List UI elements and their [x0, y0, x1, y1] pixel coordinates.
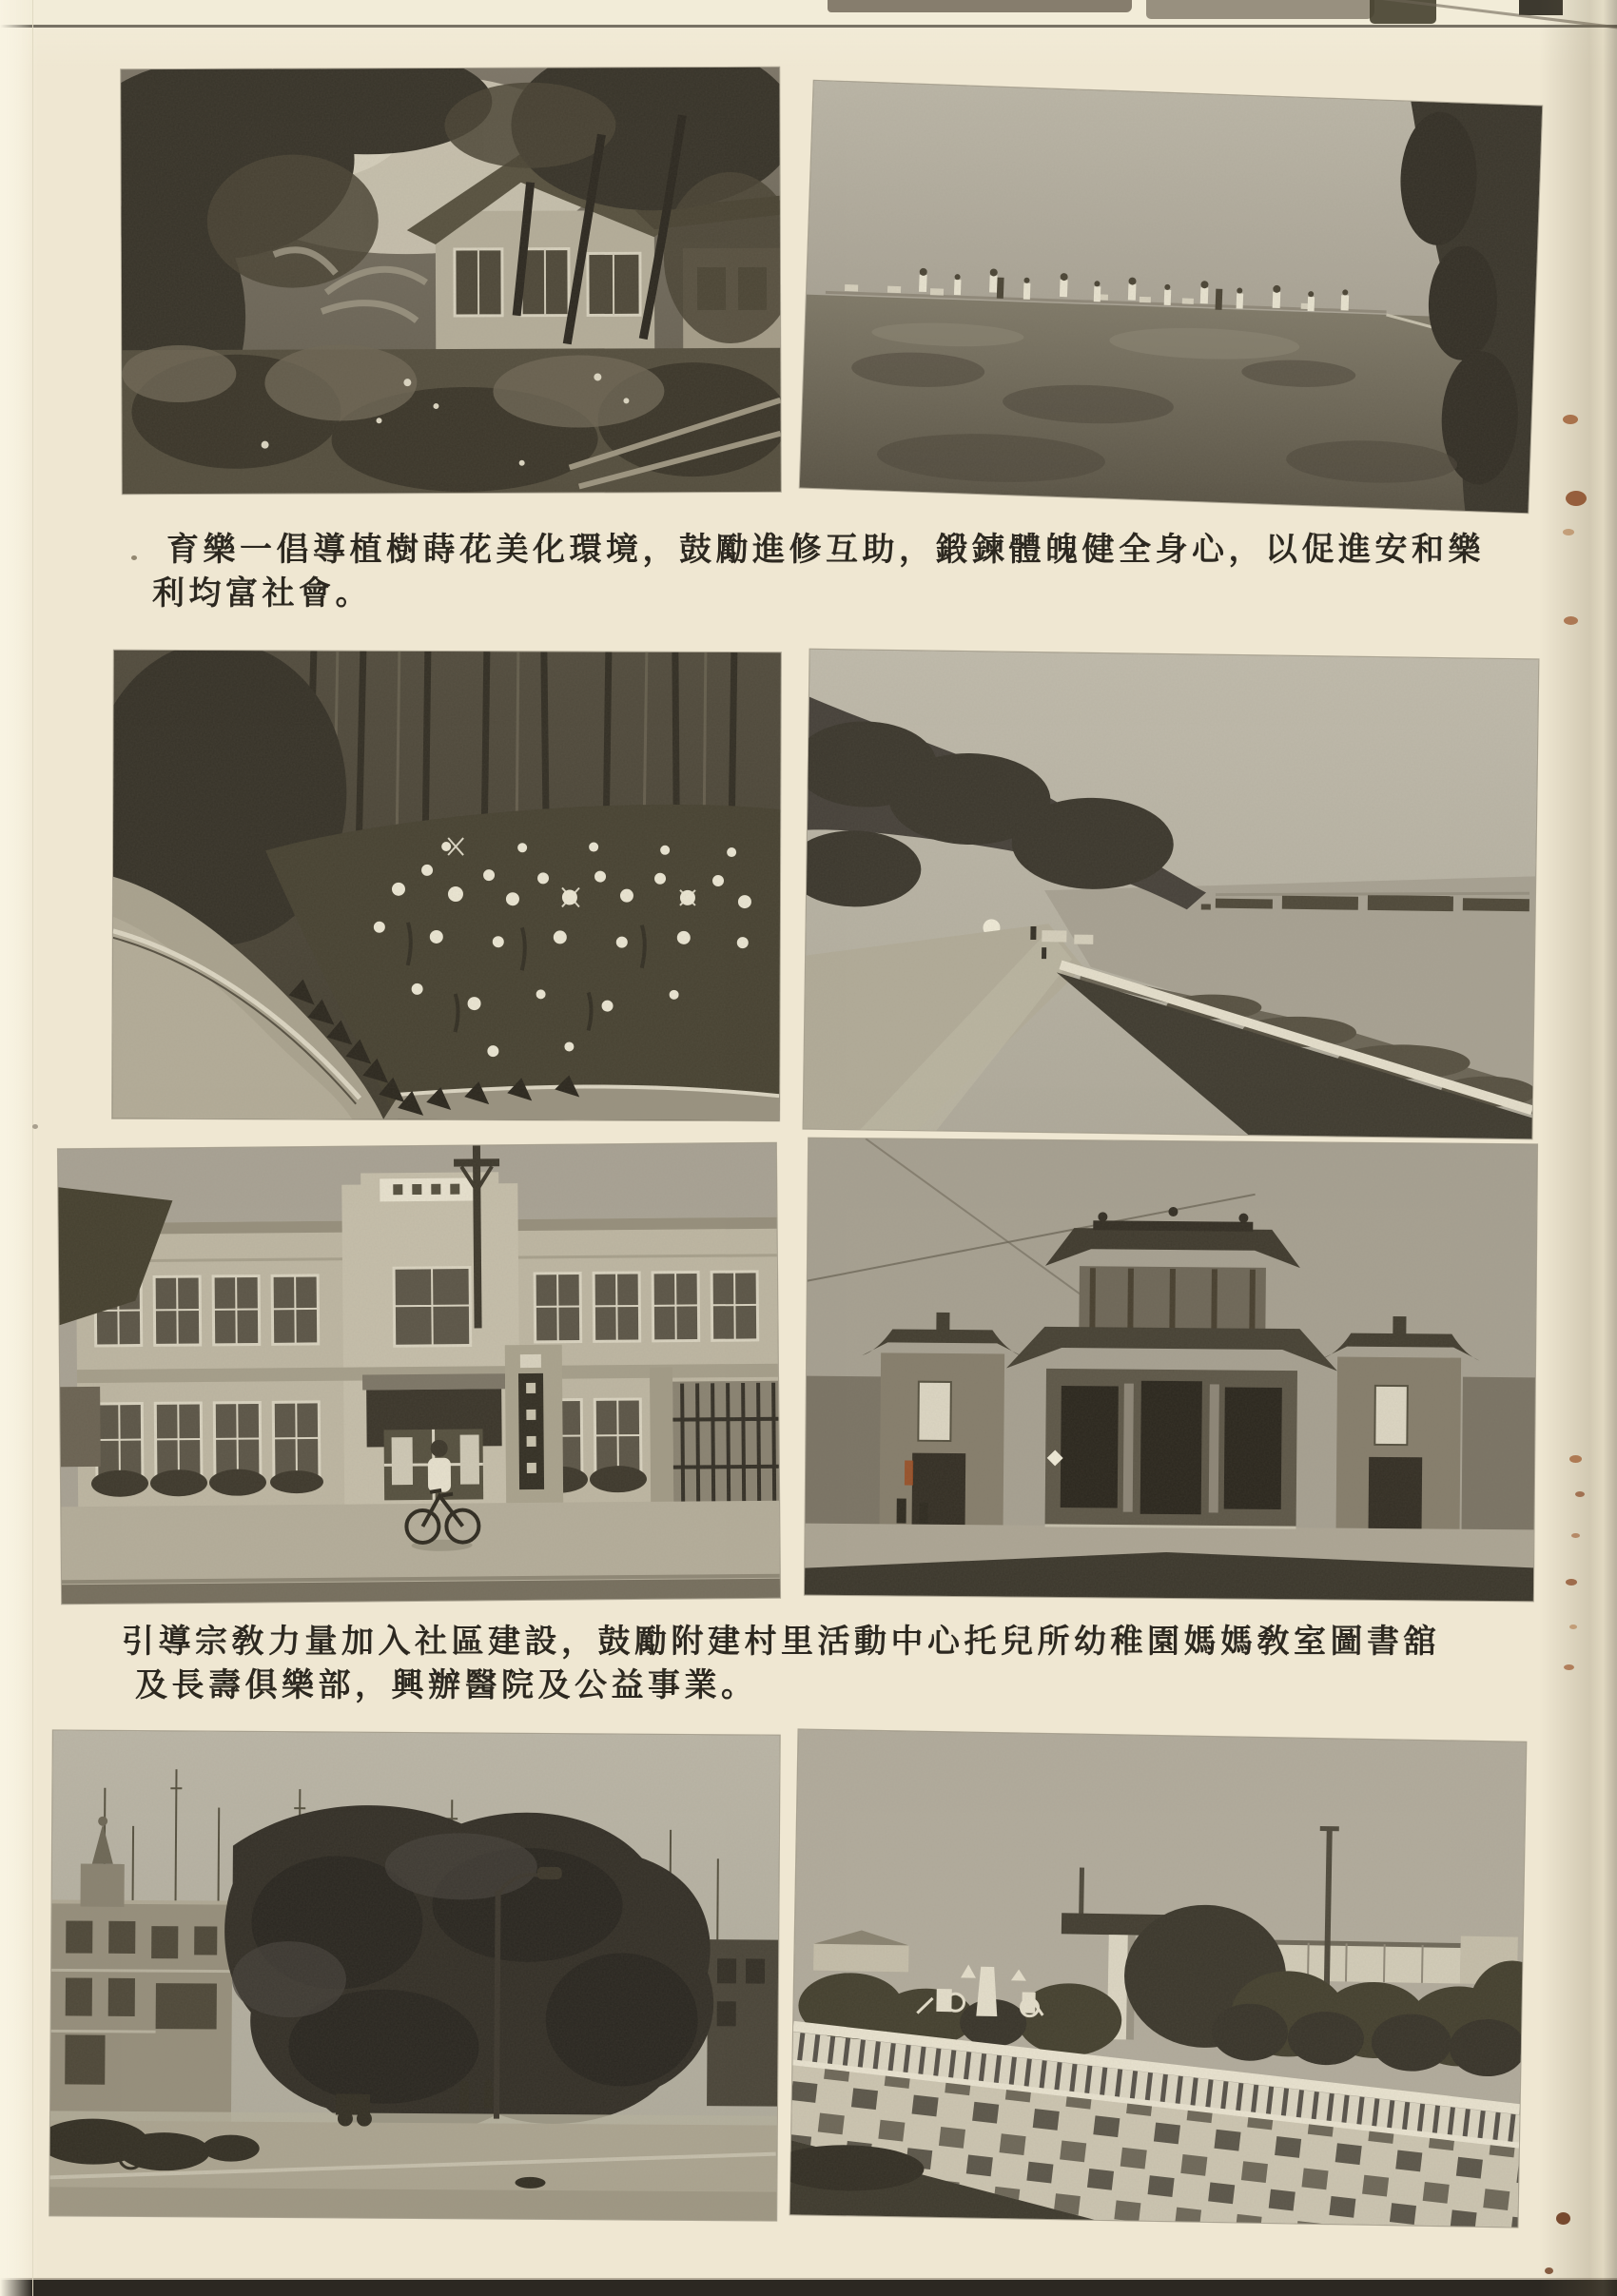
- photo-temple-gate: [805, 1138, 1537, 1602]
- page-top-diagonal-line: [1374, 0, 1617, 31]
- caption-recreation: [152, 529, 1485, 616]
- photo-field-exercise: [800, 81, 1542, 513]
- street-banyan-illustration: [49, 1730, 780, 2220]
- page-right-edge-shadow: [1539, 0, 1617, 2296]
- foxing-spot: [1563, 529, 1574, 535]
- garden-house-illustration: [121, 68, 781, 494]
- ink-speck: [131, 555, 137, 560]
- page-top-fragment: [1519, 0, 1563, 15]
- caption-religion-line2: 及長壽俱樂部，興辦醫院及公益事業。: [135, 1668, 758, 1703]
- foxing-spot: [1556, 2212, 1570, 2225]
- foxing-spot: [1564, 616, 1578, 625]
- lily-flowerbed-illustration: [112, 651, 781, 1120]
- page-bottom-edge-highlight: [0, 2278, 1617, 2280]
- foxing-spot: [1569, 1625, 1577, 1629]
- photo-garden-house: [121, 68, 781, 494]
- photo-monument-garden: [790, 1729, 1527, 2227]
- page-top-fragment: [1370, 0, 1436, 24]
- hospital-building-illustration: [58, 1143, 780, 1605]
- page-top-fragment: [828, 0, 1132, 12]
- caption-recreation-line2: 利均富社會。: [152, 576, 372, 612]
- page-top-fragment: [1146, 0, 1374, 19]
- foxing-spot: [1564, 1664, 1574, 1670]
- foxing-spot: [1563, 415, 1578, 424]
- caption-recreation-line1: 育樂一倡導植樹蒔花美化環境，鼓勵進修互助，鍛鍊體魄健全身心，以促進安和樂: [166, 533, 1485, 568]
- caption-religion-line1: 引導宗敎力量加入社區建設，鼓勵附建村里活動中心托兒所幼稚園媽媽敎室圖書舘: [122, 1625, 1440, 1660]
- page-top-rule-line: [0, 25, 1617, 28]
- foxing-spot: [1571, 1533, 1580, 1538]
- photo-street-banyan: [49, 1730, 780, 2220]
- photo-coastal-road: [804, 650, 1539, 1139]
- field-exercise-illustration: [800, 81, 1542, 513]
- ink-speck: [32, 1124, 38, 1129]
- temple-gate-illustration: [805, 1138, 1537, 1602]
- coastal-road-illustration: [804, 650, 1539, 1139]
- page-top-light-strip: [0, 0, 1617, 25]
- foxing-spot: [1545, 2267, 1553, 2274]
- photo-lily-flowerbed: [112, 651, 781, 1120]
- caption-religion: [122, 1621, 1440, 1708]
- foxing-spot: [1566, 1579, 1577, 1586]
- page-left-edge-light: [0, 0, 33, 2296]
- foxing-spot: [1575, 1491, 1585, 1497]
- photo-hospital-building: [58, 1143, 780, 1605]
- page-bottom-edge-band: [0, 2280, 1617, 2296]
- monument-garden-illustration: [790, 1729, 1527, 2227]
- foxing-spot: [1566, 491, 1587, 506]
- foxing-spot: [1569, 1455, 1582, 1463]
